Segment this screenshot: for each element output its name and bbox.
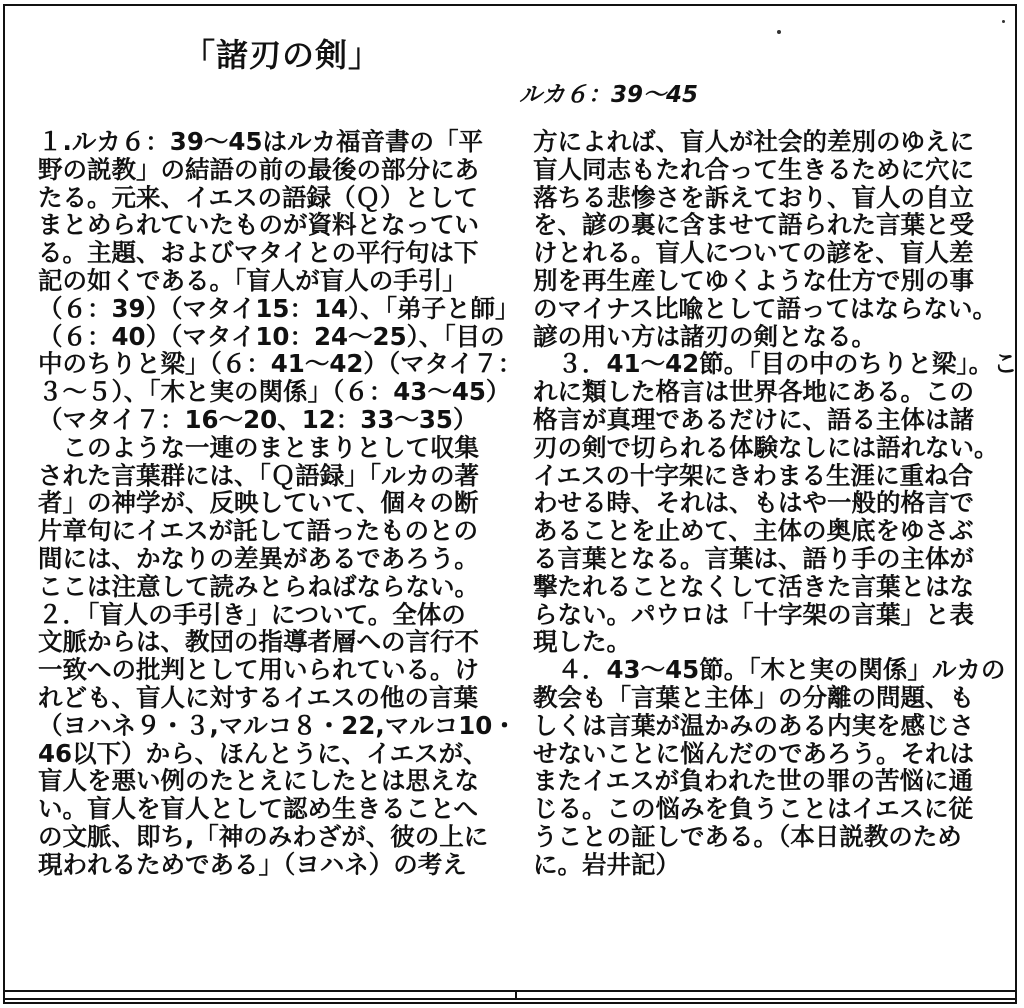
text-line: 記の如くである。「盲人が盲人の手引」	[38, 265, 467, 295]
text-line: 一致への批判として用いられている。け	[38, 655, 479, 685]
text-line: 文脈からは、教団の指導者層への言行不	[38, 627, 479, 657]
text-line: けとれる。盲人についての諺を、盲人差	[533, 238, 974, 268]
speck-mark	[1002, 20, 1005, 23]
bottom-rule-upper	[3, 990, 1017, 992]
text-line: １.ルカ６：39〜45はルカ福音書の「平	[38, 127, 483, 156]
text-line: ３〜５）、「木と実の関係」（６：43〜45）	[38, 377, 511, 407]
text-line: れども、盲人に対するイエスの他の言葉	[38, 682, 479, 712]
left-column	[38, 127, 523, 879]
text-line: ４．43〜45節。「木と実の関係」ルカの	[533, 655, 1006, 685]
text-line: された言葉群には、「Ｑ語録」「ルカの著	[38, 460, 479, 490]
text-line: 落ちる悲惨さを訴えており、盲人の自立	[533, 182, 974, 212]
text-line: 中のちりと梁」（６：41〜42）（マタイ７：	[38, 349, 523, 379]
text-line: またイエスが負われた世の罪の苦悩に通	[533, 766, 974, 796]
text-line: 現われるためである」（ヨハネ）の考え	[38, 849, 467, 879]
text-line: たる。元来、イエスの語録（Ｑ）として	[38, 182, 479, 212]
right-column	[533, 127, 1018, 879]
text-line: 者」の神学が、反映していて、個々の断	[38, 488, 479, 518]
text-line: 盲人同志もたれ合って生きるために穴に	[533, 154, 974, 184]
speck-mark	[777, 30, 781, 34]
text-line: うことの証しである。（本日説教のため	[533, 821, 962, 851]
text-line: ３．41〜42節。「目の中のちりと梁」。こ	[533, 349, 1018, 379]
text-line: このような一連のまとまりとして収集	[38, 432, 479, 462]
text-line: 46以下）から、ほんとうに、イエスが、	[38, 738, 488, 768]
text-line: （マタイ７：16〜20、12：33〜35）	[38, 404, 478, 434]
text-line: まとめられていたものが資料となってい	[38, 210, 479, 240]
text-line: 間には、かなりの差異があるであろう。	[38, 543, 479, 573]
text-line: のマイナス比喩として語ってはならない。	[533, 293, 998, 323]
text-line: 片章句にイエスが託して語ったものとの	[38, 516, 479, 546]
text-line: イエスの十字架にきわまる生涯に重ね合	[533, 460, 974, 490]
text-line: を、諺の裏に含ませて語られた言葉と受	[533, 210, 974, 240]
text-line: る。主題、およびマタイとの平行句は下	[38, 238, 479, 268]
text-line: せないことに悩んだのであろう。それは	[533, 738, 974, 768]
text-line: 諺の用い方は諸刃の剣となる。	[533, 321, 876, 351]
bottom-divider-tick	[515, 990, 517, 1000]
text-line: れに類した格言は世界各地にある。この	[533, 377, 974, 407]
text-line: ２．「盲人の手引き」について。全体の	[38, 599, 466, 629]
text-line: 現した。	[533, 627, 631, 657]
text-line: 撃たれることなくして活きた言葉とはな	[533, 571, 974, 601]
text-line: らない。パウロは「十字架の言葉」と表	[533, 599, 974, 629]
text-line: 教会も「言葉と主体」の分離の問題、も	[533, 682, 974, 712]
text-line: わせる時、それは、もはや一般的格言で	[533, 488, 974, 518]
scripture-reference: ルカ６：39〜45	[519, 82, 699, 108]
text-line: 刃の剣で切られる体験なしには語れない。	[533, 432, 999, 462]
text-line: 盲人を悪い例のたとえにしたとは思えな	[38, 766, 479, 796]
document-title: 「諸刃の剣」	[183, 36, 382, 74]
text-line: （ヨハネ９・３,マルコ８・22,マルコ10・	[38, 710, 517, 740]
text-line: の文脈、即ち,「神のみわざが、彼の上に	[38, 821, 489, 851]
text-line: 野の説教」の結語の前の最後の部分にあ	[38, 154, 479, 184]
text-line: あることを止めて、主体の奥底をゆさぶ	[533, 516, 974, 546]
bottom-rule-lower	[3, 998, 1017, 1000]
text-line: （６：39）（マタイ15：14）、「弟子と師」	[38, 293, 520, 323]
text-line: い。盲人を盲人として認め生きることへ	[38, 794, 479, 824]
text-line: （６：40）（マタイ10：24〜25）、「目の	[38, 321, 505, 351]
text-line: に。岩井記）	[533, 849, 680, 879]
text-line: る言葉となる。言葉は、語り手の主体が	[533, 543, 974, 573]
text-line: 方によれば、盲人が社会的差別のゆえに	[533, 127, 974, 156]
text-line: 格言が真理であるだけに、語る主体は諸	[533, 404, 974, 434]
text-line: しくは言葉が温かみのある内実を感じさ	[533, 710, 974, 740]
text-line: ここは注意して読みとらねばならない。	[38, 571, 479, 601]
text-line: じる。この悩みを負うことはイエスに従	[533, 794, 974, 824]
text-line: 別を再生産してゆくような仕方で別の事	[533, 265, 974, 295]
